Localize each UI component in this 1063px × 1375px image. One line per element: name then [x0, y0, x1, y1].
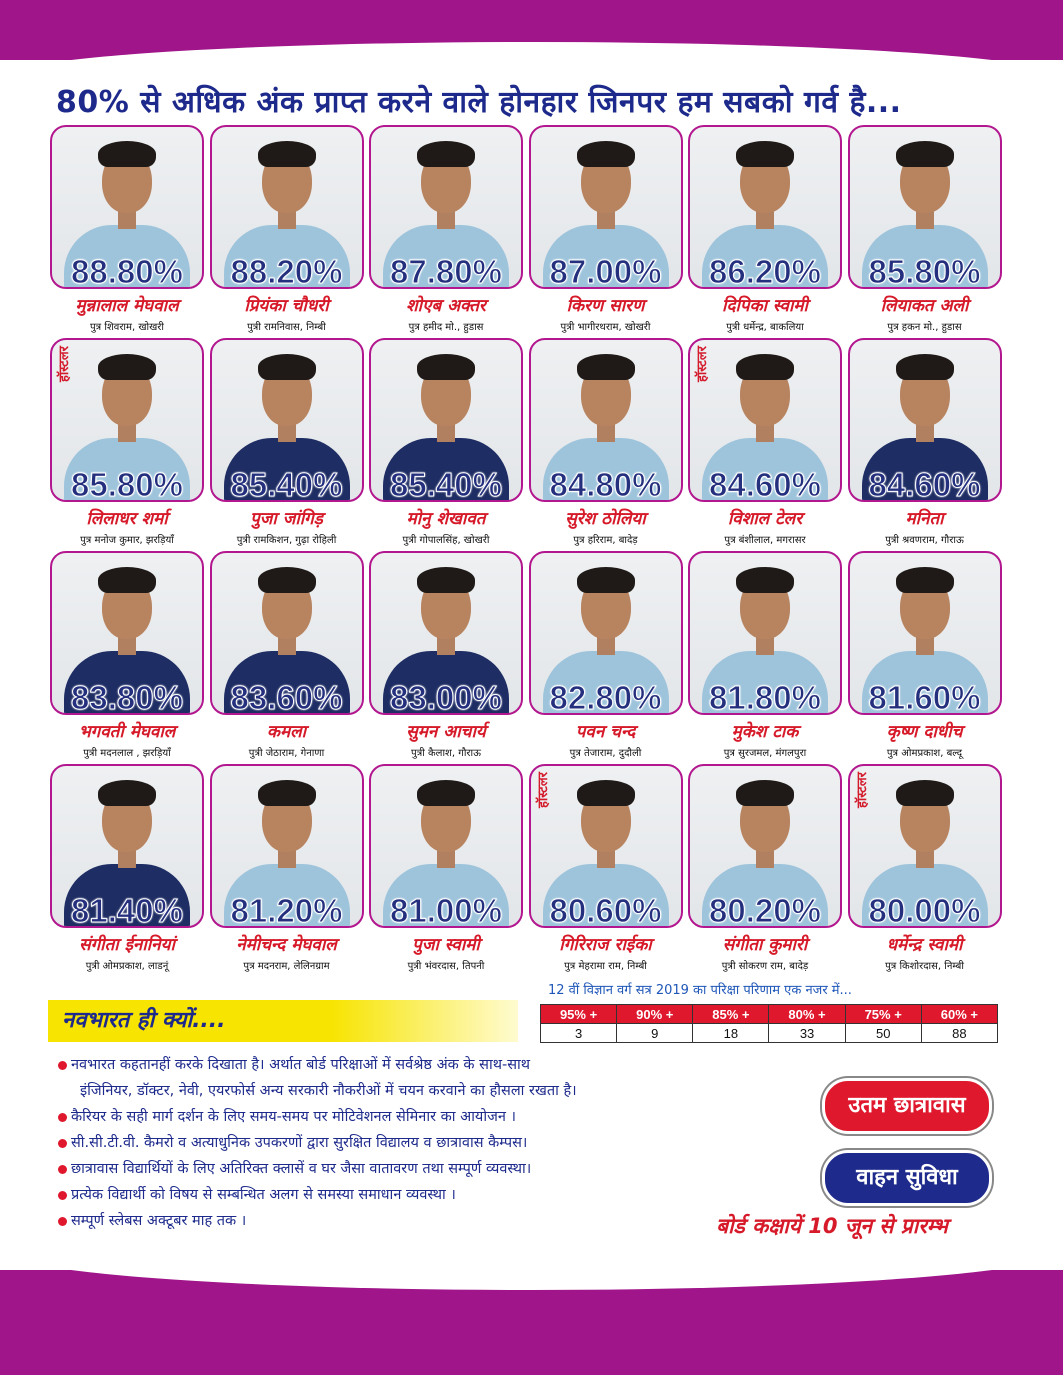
hair-shape [577, 780, 635, 806]
student-card [369, 338, 523, 548]
student-percentage: 81.40% [71, 892, 183, 929]
student-card [210, 338, 364, 548]
bullet-dot-icon [58, 1165, 67, 1174]
feature-text: छात्रावास विद्यार्थियों के लिए अतिरिक्त क्लासें व घर जैसा वातावरण तथा सम्पूर्ण व्यवस्था। [71, 1161, 532, 1177]
hair-shape [258, 567, 316, 593]
student-percentage: 88.80% [71, 253, 183, 290]
student-percentage: 88.20% [230, 253, 343, 290]
hostel-label: हॉस्टलर [535, 772, 551, 809]
student-parent-village: पुत्री मदनलाल , झरड़ियाँ [83, 748, 171, 759]
hair-shape [258, 354, 316, 380]
student-name: कमला [266, 722, 307, 742]
hostel-label: हॉस्टलर [695, 346, 710, 383]
student-parent-village: पुत्र मनोज कुमार, झरड़ियाँ [80, 535, 174, 546]
hostel-badge: उतम छात्रावास [822, 1078, 992, 1134]
student-parent-village: पुत्री रामनिवास, निम्बी [247, 322, 326, 333]
student-percentage: 81.80% [709, 679, 821, 716]
student-name: पुजा स्वामी [412, 935, 480, 955]
feature-text: प्रत्येक विद्यार्थी को विषय से सम्बन्धित अलग से समस्या समाधान व्यवस्था । [71, 1187, 456, 1203]
hair-shape [258, 141, 316, 167]
student-parent-village: पुत्री श्रवणराम, गौराऊ [885, 535, 964, 546]
hair-shape [577, 354, 635, 380]
student-parent-village: पुत्र किशोरदास, निम्बी [885, 961, 964, 972]
results-value-cell: 50 [845, 1024, 921, 1043]
student-name: भगवती मेघवाल [78, 722, 176, 742]
results-value-row [541, 1024, 998, 1043]
student-parent-village: पुत्र ओमप्रकाश, बल्दू [886, 748, 963, 759]
student-parent-village: पुत्री कैलाश, गौराऊ [411, 748, 481, 759]
hair-shape [736, 780, 794, 806]
feature-item [58, 1104, 818, 1130]
results-value-cell: 3 [541, 1024, 617, 1043]
student-card [848, 338, 1002, 548]
feature-item [58, 1182, 818, 1208]
student-percentage: 81.20% [230, 892, 343, 929]
feature-text: सम्पूर्ण स्लेबस अक्टूबर माह तक । [71, 1213, 247, 1229]
student-percentage: 87.80% [390, 253, 502, 290]
bullet-dot-icon [58, 1113, 67, 1122]
student-card [848, 125, 1002, 335]
student-parent-village: पुत्री धर्मेन्द्र, बाकलिया [726, 322, 804, 333]
student-name: नेमीचन्द मेघवाल [236, 935, 337, 955]
results-header-row [541, 1005, 998, 1024]
hair-shape [736, 354, 794, 380]
why-title: नवभारत ही क्यों.... [48, 1000, 518, 1042]
student-percentage: 83.00% [390, 679, 502, 716]
results-header-cell: 85% + [693, 1005, 769, 1024]
student-name: सुमन आचार्य [406, 722, 486, 742]
student-card [529, 764, 683, 974]
hostel-label: हॉस्टलर [57, 346, 72, 383]
student-parent-village: पुत्री रामकिशन, गुढ़ा रोहिली [236, 535, 337, 546]
hair-shape [258, 780, 316, 806]
student-percentage: 81.00% [390, 892, 502, 929]
student-percentage: 83.60% [230, 679, 343, 716]
hair-shape [98, 780, 156, 806]
student-card [688, 764, 842, 974]
student-name: लिलाधर शर्मा [86, 509, 168, 529]
results-caption: 12 वीं विज्ञान वर्ग सत्र 2019 का परिक्षा परिणाम एक नजर में... [548, 983, 852, 998]
student-card [50, 764, 204, 974]
hair-shape [896, 141, 954, 167]
bullet-dot-icon [58, 1139, 67, 1148]
feature-item [58, 1156, 818, 1182]
student-percentage: 81.60% [868, 679, 981, 716]
student-name: शोएब अक्तर [406, 296, 486, 316]
student-parent-village: पुत्री जेठाराम, गेनाणा [248, 748, 325, 759]
student-percentage: 87.00% [549, 253, 662, 290]
student-name: मुन्नालाल मेघवाल [75, 296, 179, 316]
hair-shape [417, 354, 475, 380]
student-parent-village: पुत्र सुरजमल, मंगलपुरा [723, 748, 807, 759]
feature-item [58, 1052, 818, 1078]
headline: 80% से अधिक अंक प्राप्त करने वाले होनहार जिनपर हम सबको गर्व है... [56, 85, 902, 120]
student-parent-village: पुत्री भागीरथराम, खोखरी [560, 322, 651, 333]
student-card [369, 551, 523, 761]
student-card [50, 551, 204, 761]
results-header-cell: 80% + [769, 1005, 845, 1024]
student-percentage: 85.40% [230, 466, 343, 503]
student-name: गिरिराज राईका [559, 935, 652, 955]
results-header-cell: 60% + [921, 1005, 997, 1024]
results-header-cell: 90% + [617, 1005, 693, 1024]
board-classes-notice: बोर्ड कक्षायें 10 जून से प्रारम्भ [716, 1214, 948, 1238]
student-card [369, 764, 523, 974]
student-name: मोनु शेखावत [406, 509, 486, 529]
hair-shape [896, 567, 954, 593]
features-list [58, 1052, 818, 1234]
student-percentage: 85.80% [71, 466, 183, 503]
feature-text: सी.सी.टी.वी. कैमरो व अत्याधुनिक उपकरणों द्वारा सुरक्षित विद्यालय व छात्रावास कैम्पस। [71, 1135, 528, 1151]
hair-shape [736, 141, 794, 167]
vehicle-badge: वाहन सुविधा [822, 1150, 992, 1206]
student-parent-village: पुत्र हकन मो., हुडास [887, 322, 962, 333]
feature-text: इंजिनियर, डॉक्टर, नेवी, एयरफोर्स अन्य सरकारी नौकरीओं में चयन करवाने का हौसला रखता है। [80, 1083, 577, 1099]
results-header-cell: 95% + [541, 1005, 617, 1024]
student-parent-village: पुत्र मेहरामा राम, निम्बी [564, 961, 647, 972]
student-percentage: 85.80% [868, 253, 981, 290]
student-name: दिपिका स्वामी [722, 296, 808, 316]
hair-shape [736, 567, 794, 593]
student-card [529, 551, 683, 761]
student-percentage: 84.60% [709, 466, 821, 503]
hair-shape [98, 354, 156, 380]
student-card [848, 764, 1002, 974]
student-parent-village: पुत्री भंवरदास, तिपनी [407, 961, 485, 972]
student-name: संगीता ईनानियां [79, 935, 175, 955]
student-parent-village: पुत्र मदनराम, लेलिनग्राम [243, 961, 330, 972]
student-percentage: 80.20% [709, 892, 821, 929]
student-card [210, 764, 364, 974]
hair-shape [896, 780, 954, 806]
student-card [529, 125, 683, 335]
student-name: सुरेश ठोलिया [565, 509, 646, 529]
student-parent-village: पुत्री सोकरण राम, बादेड़ [721, 961, 809, 972]
student-name: लियाकत अली [880, 296, 969, 316]
student-percentage: 83.80% [71, 679, 183, 716]
student-parent-village: पुत्र हरिराम, बादेड़ [573, 535, 638, 546]
student-percentage: 84.80% [549, 466, 662, 503]
student-card [210, 551, 364, 761]
student-card [529, 338, 683, 548]
bullet-dot-icon [58, 1061, 67, 1070]
student-parent-village: पुत्र तेजाराम, दुदौली [569, 748, 642, 759]
student-percentage: 80.00% [868, 892, 981, 929]
student-card [369, 125, 523, 335]
bullet-dot-icon [58, 1217, 67, 1226]
student-name: पुजा जांगिड़ [250, 509, 323, 529]
student-name: मनिता [905, 509, 944, 529]
student-percentage: 85.40% [390, 466, 502, 503]
student-name: मुकेश टाक [731, 722, 799, 742]
student-card [210, 125, 364, 335]
student-percentage: 82.80% [549, 679, 662, 716]
student-name: विशाल टेलर [727, 509, 803, 529]
hair-shape [896, 354, 954, 380]
hair-shape [98, 567, 156, 593]
student-card [50, 125, 204, 335]
feature-text: नवभारत कहतानहीं करके दिखाता है। अर्थात बोर्ड परिक्षाओं में सर्वश्रेष्ठ अंक के साथ-साथ [71, 1057, 531, 1073]
student-name: प्रियंका चौधरी [244, 296, 329, 316]
results-value-cell: 18 [693, 1024, 769, 1043]
feature-text: कैरियर के सही मार्ग दर्शन के लिए समय-समय पर मोटिवेशनल सेमिनार का आयोजन । [71, 1109, 517, 1125]
student-name: संगीता कुमारी [722, 935, 808, 955]
hair-shape [417, 780, 475, 806]
student-name: पवन चन्द [575, 722, 636, 742]
hair-shape [417, 141, 475, 167]
student-parent-village: पुत्री गोपालसिंह, खोखरी [402, 535, 490, 546]
results-value-cell: 88 [921, 1024, 997, 1043]
student-parent-village: पुत्र बंशीलाल, मगरासर [724, 535, 806, 546]
results-header-cell: 75% + [845, 1005, 921, 1024]
student-card [848, 551, 1002, 761]
hair-shape [417, 567, 475, 593]
student-parent-village: पुत्र हमीद मो., हुडास [408, 322, 484, 333]
top-purple-band [0, 0, 1063, 60]
student-card [50, 338, 204, 548]
student-card [688, 551, 842, 761]
results-value-cell: 33 [769, 1024, 845, 1043]
hair-shape [577, 567, 635, 593]
feature-item-continued [58, 1078, 818, 1104]
student-percentage: 86.20% [709, 253, 821, 290]
student-card [688, 125, 842, 335]
hair-shape [98, 141, 156, 167]
bullet-dot-icon [58, 1191, 67, 1200]
results-table [540, 1004, 998, 1043]
student-percentage: 84.60% [868, 466, 981, 503]
hair-shape [577, 141, 635, 167]
student-name: कृष्ण दाधीच [886, 722, 963, 742]
student-card [688, 338, 842, 548]
student-name: किरण सारण [566, 296, 645, 316]
student-parent-village: पुत्र शिवराम, खोखरी [90, 322, 164, 333]
results-value-cell: 9 [617, 1024, 693, 1043]
why-banner [48, 1000, 518, 1042]
student-parent-village: पुत्री ओमप्रकाश, लाडनूं [85, 961, 169, 972]
student-name: धर्मेन्द्र स्वामी [886, 935, 963, 955]
bottom-purple-band [0, 1270, 1063, 1375]
student-percentage: 80.60% [549, 892, 662, 929]
hostel-label: हॉस्टलर [854, 772, 870, 809]
feature-item [58, 1130, 818, 1156]
